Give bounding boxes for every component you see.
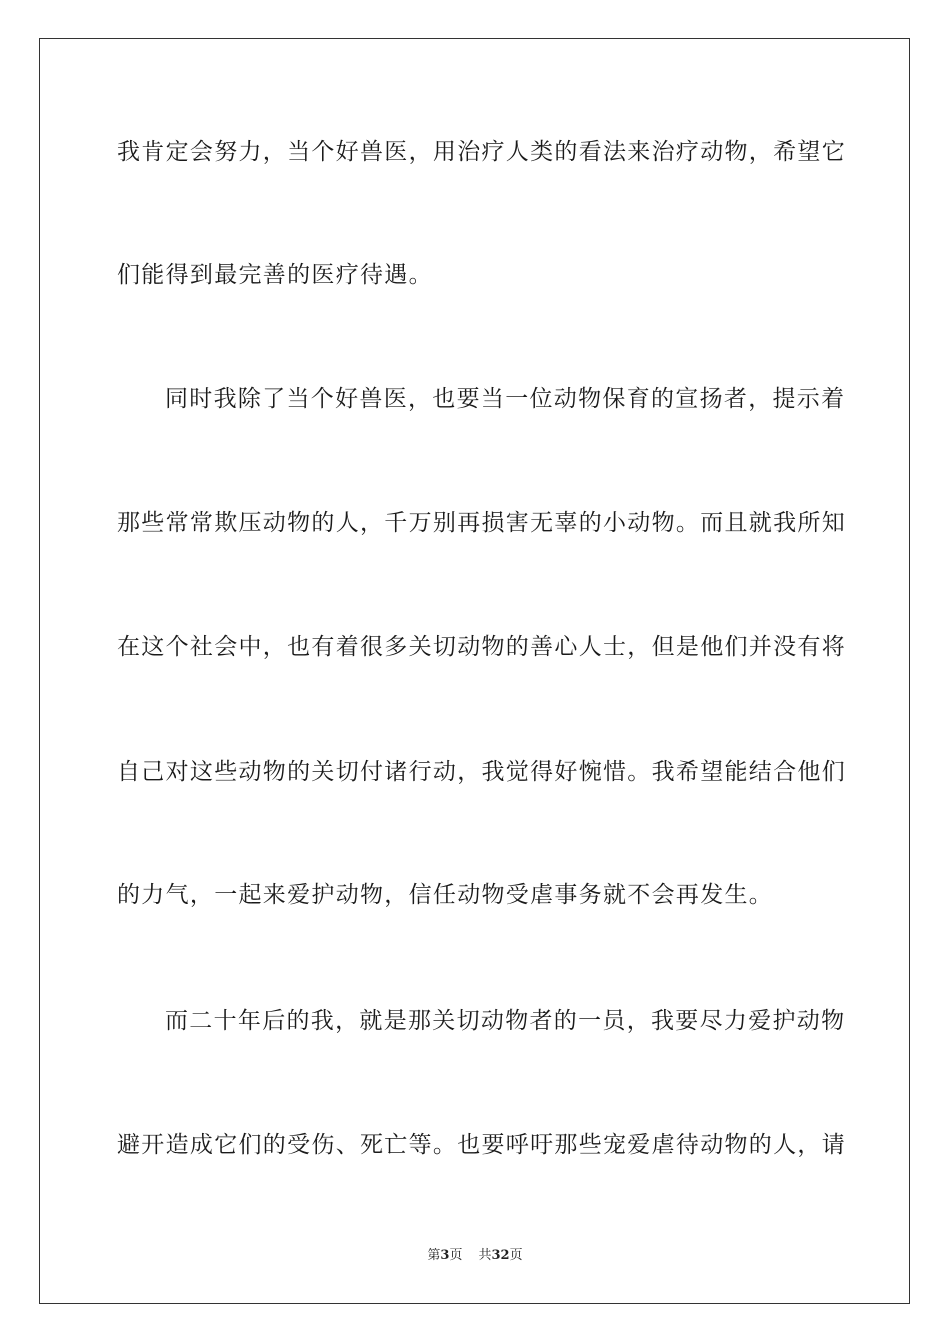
page-frame — [39, 38, 910, 1304]
footer-total-prefix: 共 — [478, 1248, 492, 1263]
text-line-1: 我肯定会努力，当个好兽医，用治疗人类的看法来治疗动物，希望它 — [117, 139, 846, 165]
text-line-5: 在这个社会中，也有着很多关切动物的善心人士，但是他们并没有将 — [117, 634, 846, 660]
text-line-8: 而二十年后的我，就是那关切动物者的一员，我要尽力爱护动物 — [165, 1008, 846, 1034]
text-line-6: 自己对这些动物的关切付诸行动，我觉得好惋惜。我希望能结合他们 — [117, 759, 846, 785]
page-footer — [0, 1247, 950, 1265]
footer-total-pages: 32 — [491, 1248, 510, 1263]
text-line-3: 同时我除了当个好兽医，也要当一位动物保育的宣扬者，提示着 — [165, 386, 846, 412]
footer-page-number: 3 — [440, 1248, 450, 1263]
text-line-9: 避开造成它们的受伤、死亡等。也要呼吁那些宠爱虐待动物的人，请 — [117, 1132, 846, 1158]
text-line-2: 们能得到最完善的医疗待遇。 — [117, 262, 433, 288]
text-line-7: 的力气，一起来爱护动物，信任动物受虐事务就不会再发生。 — [117, 882, 774, 908]
text-line-4: 那些常常欺压动物的人，千万别再损害无辜的小动物。而且就我所知 — [117, 510, 846, 536]
footer-total-suffix: 页 — [509, 1248, 523, 1263]
footer-page-prefix: 第 — [427, 1248, 441, 1263]
footer-page-suffix: 页 — [449, 1248, 463, 1263]
